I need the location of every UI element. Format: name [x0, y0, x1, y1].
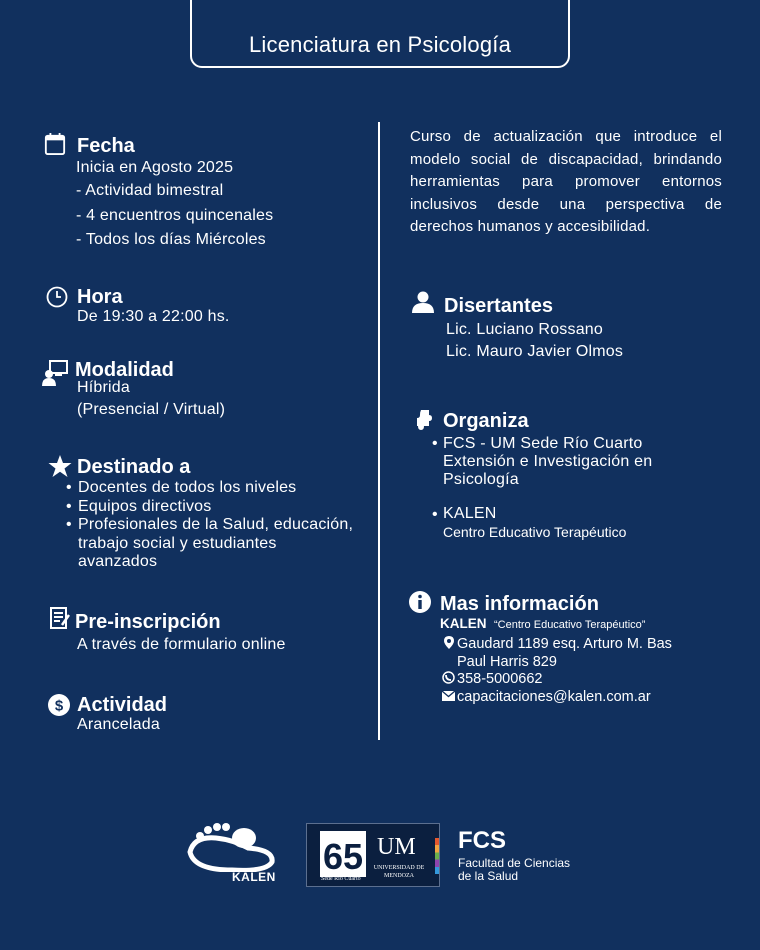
- preinscripcion-heading: Pre-inscripción: [75, 611, 221, 633]
- info-address: Gaudard 1189 esq. Arturo M. Bas: [457, 636, 672, 652]
- organizer-kalen: KALEN: [443, 505, 497, 522]
- info-icon: [409, 591, 431, 613]
- modalidad-detail: (Presencial / Virtual): [77, 401, 226, 418]
- user-icon: [412, 291, 434, 313]
- organiza-heading: Organiza: [443, 410, 529, 432]
- page-title: Licenciatura en Psicología: [248, 32, 512, 57]
- fecha-item: - 4 encuentros quincenales: [76, 207, 274, 224]
- preinscripcion-text: A través de formulario online: [77, 636, 286, 653]
- info-heading: Mas información: [440, 593, 599, 615]
- kalen-logo-mark: [186, 822, 278, 872]
- destinado-list: [66, 479, 356, 572]
- kalen-logo: [186, 822, 278, 886]
- fcs-logo-text: FCS: [458, 827, 506, 854]
- hora-text: De 19:30 a 22:00 hs.: [77, 308, 230, 325]
- modalidad-heading: Modalidad: [75, 359, 174, 381]
- info-brand: KALEN: [440, 616, 487, 631]
- list-item: • Profesionales de la Salud, educación, trabajo social y estudiantes avanzados: [66, 516, 356, 572]
- computer-user-icon: [42, 360, 68, 386]
- fecha-item: - Todos los días Miércoles: [76, 231, 266, 248]
- fecha-heading: Fecha: [77, 135, 135, 157]
- star-icon: [48, 454, 72, 478]
- fcs-subtitle: Facultad de Ciencias: [458, 856, 571, 870]
- kalen-logo-text: KALEN: [232, 870, 276, 884]
- um-65-mark: [320, 831, 366, 877]
- puzzle-icon: [416, 409, 434, 431]
- modalidad-type: Híbrida: [77, 379, 130, 396]
- column-divider: [378, 122, 380, 740]
- location-icon: [442, 636, 456, 652]
- svg-text:65: 65: [322, 836, 364, 877]
- um-sede: Sede Río Cuarto: [321, 876, 361, 882]
- clock-icon: [46, 286, 68, 308]
- fecha-start: Inicia en Agosto 2025: [76, 159, 234, 176]
- hora-heading: Hora: [77, 286, 123, 308]
- organizer-fcs: FCS - UM Sede Río Cuarto Extensión e Investigación en Psicología: [443, 435, 653, 488]
- dollar-icon: [48, 694, 70, 716]
- actividad-heading: Actividad: [77, 694, 168, 716]
- um-logo: [306, 823, 440, 887]
- organizer-kalen-sub: Centro Educativo Terapéutico: [443, 524, 627, 540]
- form-icon: [50, 607, 70, 629]
- svg-text:$: $: [54, 697, 64, 715]
- info-email[interactable]: capacitaciones@kalen.com.ar: [457, 689, 651, 705]
- info-brand-sub: “Centro Educativo Terapéutico”: [494, 619, 646, 631]
- info-phone[interactable]: 358-5000662: [457, 671, 543, 687]
- speaker-name: Lic. Mauro Javier Olmos: [446, 343, 624, 360]
- fcs-subtitle: de la Salud: [458, 869, 519, 883]
- actividad-text: Arancelada: [77, 716, 160, 733]
- bullet: •: [432, 506, 438, 523]
- speaker-name: Lic. Luciano Rossano: [446, 321, 603, 338]
- info-address: Paul Harris 829: [457, 654, 557, 670]
- mail-icon: [441, 690, 455, 704]
- list-item: • Docentes de todos los niveles: [66, 479, 356, 498]
- list-item: • Equipos directivos: [66, 498, 356, 517]
- whatsapp-icon: [441, 671, 455, 687]
- destinado-heading: Destinado a: [77, 456, 191, 478]
- course-description: Curso de actualización que introduce el modelo social de discapacidad, brindando herramientas para promover entornos inclusivos desde una perspectiva de derechos humanos y accesibilidad.: [410, 128, 722, 235]
- fecha-item: - Actividad bimestral: [76, 182, 224, 199]
- calendar-icon: [44, 133, 66, 155]
- um-university: UNIVERSIDAD DE MENDOZA: [373, 865, 425, 879]
- um-text: UM: [377, 834, 416, 860]
- disertantes-heading: Disertantes: [444, 295, 553, 317]
- bullet: •: [432, 435, 438, 452]
- fcs-color-bars: [435, 838, 439, 874]
